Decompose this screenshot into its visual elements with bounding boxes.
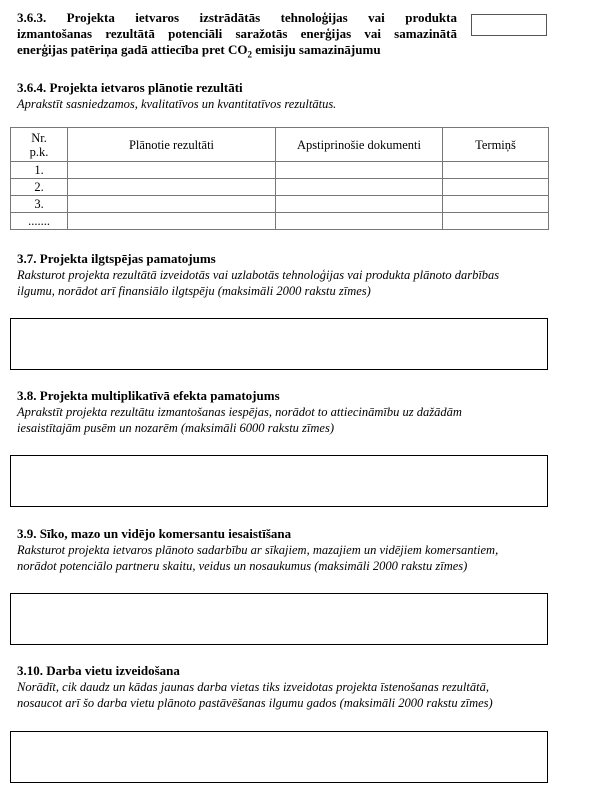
section-3-7 xyxy=(17,251,587,299)
section-3-6-4 xyxy=(17,80,577,112)
table-row xyxy=(11,179,549,196)
s363-line-2: izmantošanas rezultātā potenciāli saražotās enerģijas vai samazinātā xyxy=(17,26,457,41)
section-3-8-title: 3.8. Projekta multiplikatīvā efekta pamatojums xyxy=(17,388,280,403)
sustainability-text-box[interactable] xyxy=(10,318,548,370)
section-3-6-4-instruction: Aprakstīt sasniedzamos, kvalitatīvos un kvantitatīvos rezultātus. xyxy=(17,97,337,111)
table-header-row xyxy=(11,128,549,162)
cell-term[interactable] xyxy=(443,179,549,196)
s363-line-1: 3.6.3. Projekta ietvaros izstrādātās tehnoloģijas vai produkta xyxy=(17,10,457,25)
table-row xyxy=(11,196,549,213)
section-3-10-instruction-line-1: Norādīt, cik daudz un kādas jaunas darba vietas tiks izveidotas projekta īstenošanas rezultātā, xyxy=(17,680,489,694)
cell-term[interactable] xyxy=(443,213,549,230)
section-3-9-title: 3.9. Sīko, mazo un vidējo komersantu iesaistīšana xyxy=(17,526,292,541)
section-3-10 xyxy=(17,663,587,711)
section-3-7-instruction-line-1: Raksturot projekta rezultātā izveidotās vai uzlabotās tehnoloģijas vai produkta plānoto darbības xyxy=(17,268,500,282)
section-3-10-title: 3.10. Darba vietu izveidošana xyxy=(17,663,180,678)
header-supporting-docs: Apstiprinošie dokumenti xyxy=(276,128,443,162)
cell-term[interactable] xyxy=(443,196,549,213)
cell-term[interactable] xyxy=(443,162,549,179)
header-number xyxy=(11,128,68,162)
cell-result[interactable] xyxy=(68,213,276,230)
section-3-6-4-title: 3.6.4. Projekta ietvaros plānotie rezultāti xyxy=(17,80,243,95)
section-3-7-title: 3.7. Projekta ilgtspējas pamatojums xyxy=(17,251,216,266)
co2-subscript: 2 xyxy=(247,49,252,60)
section-3-6-3-title xyxy=(17,10,457,63)
multiplier-effect-text-box[interactable] xyxy=(10,455,548,507)
cell-result[interactable] xyxy=(68,162,276,179)
section-3-9-instruction-line-1: Raksturot projekta ietvaros plānoto sadarbību ar sīkajiem, mazajiem un vidējiem komersantiem, xyxy=(17,543,499,557)
cell-result[interactable] xyxy=(68,179,276,196)
cell-result[interactable] xyxy=(68,196,276,213)
s363-line-3-tail: emisiju samazinājumu xyxy=(255,42,381,57)
section-3-8-instruction-line-1: Aprakstīt projekta rezultātu izmantošanas iespējas, norādot to attiecināmību uz dažādām xyxy=(17,405,462,419)
section-3-9-instruction-line-2: norādot potenciālo partneru skaitu, veidus un nosaukumus (maksimāli 2000 rakstu zīmes) xyxy=(17,559,468,573)
section-3-8 xyxy=(17,388,587,436)
planned-results-table xyxy=(10,127,549,230)
header-planned-results: Plānotie rezultāti xyxy=(68,128,276,162)
section-3-7-instruction-line-2: ilgumu, norādot arī finansiālo ilgtspēju (maksimāli 2000 rakstu zīmes) xyxy=(17,284,371,298)
row-number: 1. xyxy=(11,162,68,179)
section-3-9 xyxy=(17,526,587,574)
row-number: 2. xyxy=(11,179,68,196)
cell-document[interactable] xyxy=(276,196,443,213)
ratio-input-box[interactable] xyxy=(471,14,547,36)
sme-involvement-text-box[interactable] xyxy=(10,593,548,645)
cell-document[interactable] xyxy=(276,179,443,196)
section-3-8-instruction-line-2: iesaistītajām pusēm un nozarēm (maksimāli 6000 rakstu zīmes) xyxy=(17,421,334,435)
table-row xyxy=(11,213,549,230)
section-3-10-instruction-line-2: nosaucot arī šo darba vietu plānoto pastāvēšanas ilgumu gados (maksimāli 2000 rakstu zīmes) xyxy=(17,696,493,710)
job-creation-text-box[interactable] xyxy=(10,731,548,783)
table-row xyxy=(11,162,549,179)
header-number-line-2: p.k. xyxy=(29,144,49,159)
row-number: 3. xyxy=(11,196,68,213)
header-term: Termiņš xyxy=(443,128,549,162)
header-number-line-1: Nr. xyxy=(31,130,47,145)
s363-line-3-text: enerģijas patēriņa gadā attiecība pret CO xyxy=(17,42,248,57)
cell-document[interactable] xyxy=(276,213,443,230)
cell-document[interactable] xyxy=(276,162,443,179)
row-number: ....... xyxy=(11,213,68,230)
s363-line-3 xyxy=(17,42,457,63)
